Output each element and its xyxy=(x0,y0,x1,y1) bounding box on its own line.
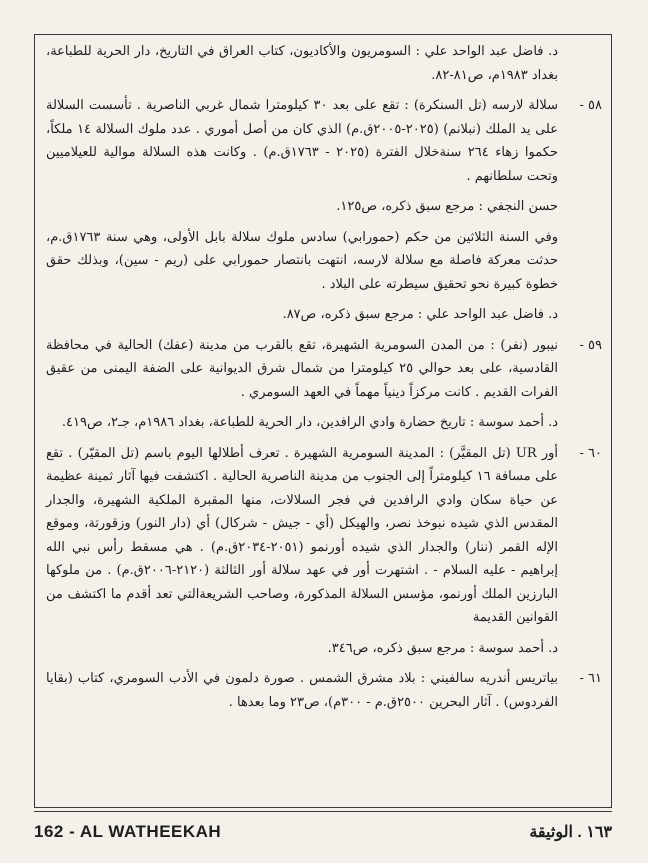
footnote-continuation xyxy=(46,226,602,297)
footnote-text: أور UR (تل المقيَّر) : المدينة السومرية الشهيرة . تعرف أطلالها اليوم باسم (تل المقيّر) . تقع على مسافة ١٦ كيلومتراً إلى الجنوب من مدينة الناصرية الحالية . اكتشفت فيها آثار ثمينة عظيمة عن حياة سكان وادي الرافدين في فجر السلالات، منها المقبرة الملكية الشهيرة، والجدار المقدس الذي شيده نبوخذ نصر، والهيكل (أي - جيش - شركال) أي (دار النور) وزقورتة، وموقع الإله القمر (ننار) والجدار الذي شيده أورنمو (٢٠٥١-٢٠٣٤ق.م) . هي مسقط رأس نبي الله إبراهيم - عليه السلام - . اشتهرت أور في عهد سلالة أور الثالثة (٢١٢٠-٢٠٠٦ق.م) . من ملوكها البارزين الملك أورنمو، مؤسس السلالة المذكورة، وصاحب الشريعةالتي تعد أقدم ما اكتشف من القوانين القديمة xyxy=(46,445,558,625)
footnote-text: د. فاضل عبد الواحد علي : مرجع سبق ذكره، ص٨٧. xyxy=(282,307,558,322)
footnote-continuation xyxy=(46,303,602,327)
footnote-number: ٥٨ - xyxy=(579,98,602,113)
footnote-text: د. فاضل عبد الواحد علي : السومريون والأكاديون، كتاب العراق في التاريخ، دار الحرية للطباعة، بغداد ١٩٨٣م، ص٨١-٨٢. xyxy=(46,44,558,83)
footnote-continuation xyxy=(46,411,602,435)
footnote-text: د. أحمد سوسة : مرجع سبق ذكره، ص٣٤٦. xyxy=(327,640,558,656)
footnotes-body xyxy=(46,40,602,721)
footer-rule xyxy=(34,811,612,812)
footnote-text: د. أحمد سوسة : تاريخ حضارة وادي الرافدين، دار الحرية للطباعة، بغداد ١٩٨٦م، جـ٢، ص٤١٩. xyxy=(61,415,558,430)
footer-page-english: 162 - AL WATHEEKAH xyxy=(34,822,222,841)
footnote-continuation xyxy=(46,40,602,87)
footnote-number: ٦٠ - xyxy=(579,445,602,461)
footnote-entry xyxy=(46,442,602,630)
footnote-number: ٥٩ - xyxy=(579,337,602,353)
footer-page-arabic: ١٦٣ . الوثيقة xyxy=(529,824,612,841)
footnote-entry xyxy=(46,334,602,405)
footnote-text: حسن النجفي : مرجع سبق ذكره، ص١٢٥. xyxy=(336,199,558,214)
footnote-text: وفي السنة الثلاثين من حكم (حمورابي) سادس ملوك سلالة بابل الأولى، وهي سنة ١٧٦٣ق.م، حدثت معركة فاصلة مع سلالة لارسه، انتهت بانتصار حمورابي على (ريم - سين)، وبذلك حقق خطوة كبيرة نحو تحقيق سيطرته على البلاد . xyxy=(46,229,558,292)
footnote-entry xyxy=(46,94,602,188)
footnote-continuation xyxy=(46,195,602,219)
page-footer xyxy=(34,822,612,846)
footnote-continuation xyxy=(46,637,602,661)
footnote-text: سلالة لارسه (تل السنكرة) : تقع على بعد ٣٠ كيلومترا شمال غربي الناصرية . تأسست السلالة على يد الملك (نبلانم) (٢٠٢٥-٢٠٠٥ق.م) الذي كان من أصل أموري . عدد ملوك السلالة ١٤ ملكاً، حكموا زهاء ٢٦٤ سنةخلال الفترة (٢٠٢٥ - ١٧٦٣ق.م) . وكانت هذه السلالة موالية للعيلاميين وتحت سلطانهم . xyxy=(46,98,558,184)
footnote-text: نيبور (نفر) : من المدن السومرية الشهيرة، تقع بالقرب من مدينة (عفك) الحالية في محافظة القادسية، على بعد حوالي ٢٥ كيلومترا من شمال شرق الديوانية على الضفة اليمنى من عقيق الفرات القديم . كانت مركزاً دينياً مهماً في العهد السومري . xyxy=(46,337,558,400)
footnote-entry xyxy=(46,667,602,714)
footnote-number: ٦١ - xyxy=(579,671,602,686)
footnote-text: بياتريس أندريه سالفيني : بلاد مشرق الشمس . صورة دلمون في الأدب السومري، كتاب (بقايا الفردوس) . آثار البحرين ٢٥٠٠ق.م - ٣٠٠م)، ص٢٣ وما بعدها . xyxy=(46,671,558,710)
